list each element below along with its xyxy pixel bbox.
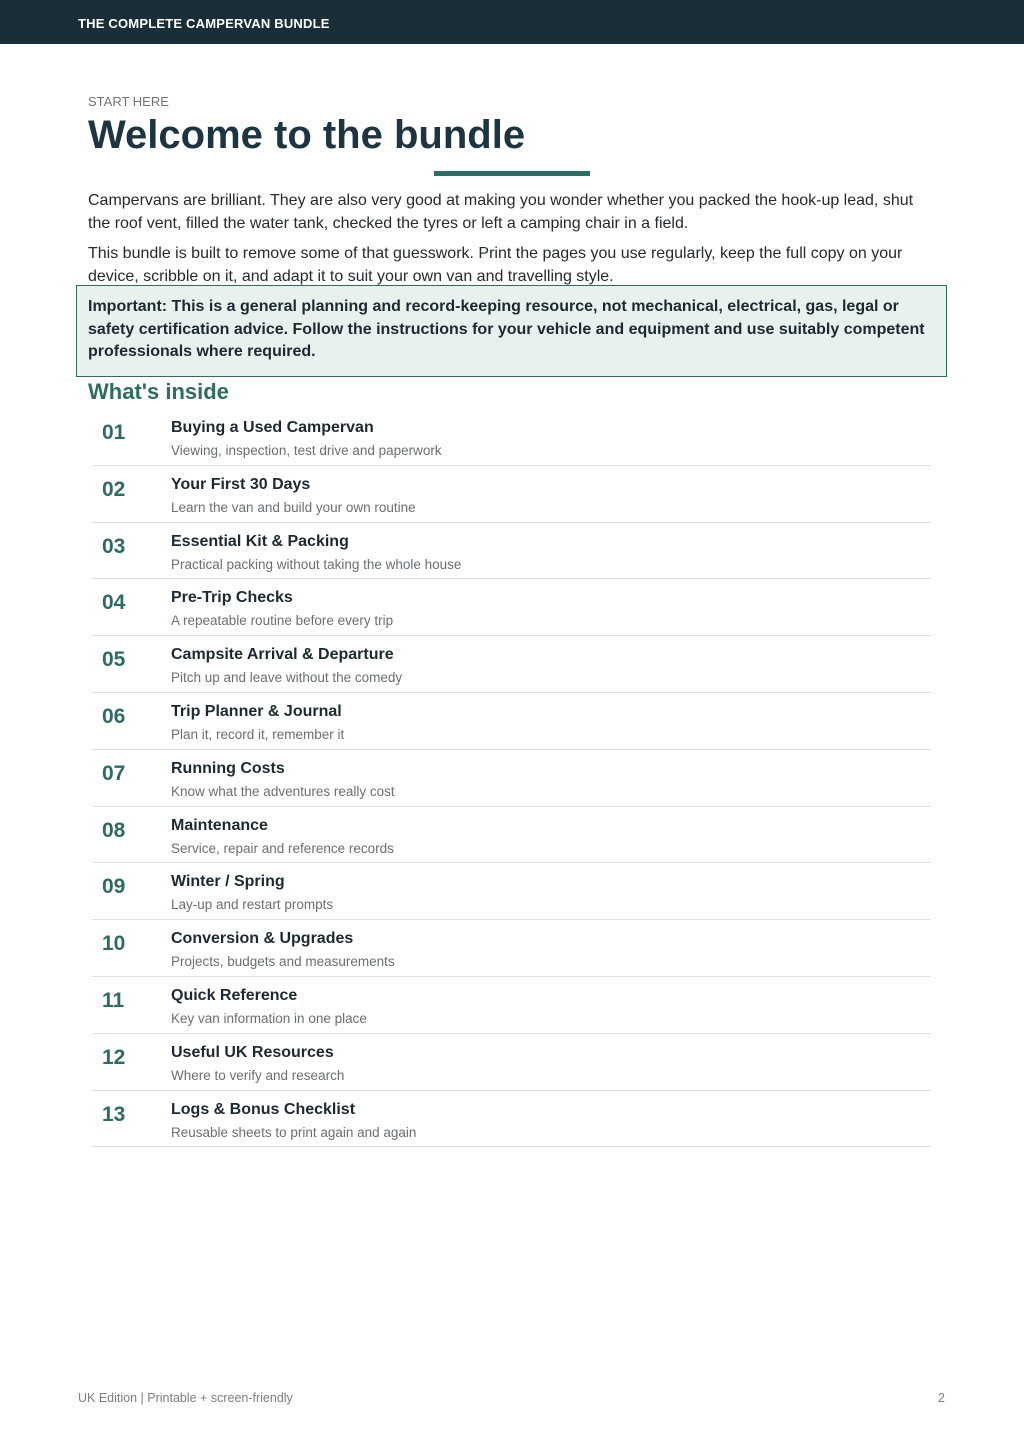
contents-item-description: Pitch up and leave without the comedy	[171, 670, 403, 686]
contents-item	[92, 750, 931, 807]
page-title: Welcome to the bundle	[88, 113, 526, 157]
contents-item-description: Where to verify and research	[171, 1067, 345, 1083]
contents-item-title: Essential Kit & Packing	[171, 532, 349, 550]
contents-item-description: Viewing, inspection, test drive and paperwork	[171, 443, 442, 458]
contents-heading: What's inside	[88, 379, 229, 404]
intro-paragraph: Campervans are brilliant. They are also very good at making you wonder whether you packed the hook-up lead, shut the roof vent, filled the water tank, checked the tyres or left a camping chair in a field.	[88, 192, 914, 232]
contents-item	[92, 863, 931, 920]
contents-item-description: Key van information in one place	[171, 1010, 367, 1026]
contents-item-title: Running Costs	[171, 759, 285, 777]
contents-item	[92, 693, 931, 750]
contents-item-description: Reusable sheets to print again and again	[171, 1124, 417, 1140]
contents-item	[92, 466, 931, 523]
section-eyebrow: START HERE	[88, 94, 169, 109]
contents-item-number: 04	[102, 591, 126, 615]
contents-item	[92, 523, 931, 580]
contents-item-title: Buying a Used Campervan	[171, 419, 374, 436]
page-number: 2	[938, 1391, 945, 1405]
contents-item-number: 13	[102, 1102, 126, 1126]
contents-item	[92, 1034, 931, 1091]
contents-item-number: 02	[102, 477, 126, 501]
title-underline	[434, 171, 590, 176]
contents-item-description: A repeatable routine before every trip	[171, 613, 394, 629]
contents-item-number: 11	[102, 988, 125, 1012]
contents-item-title: Maintenance	[171, 816, 268, 834]
important-notice: Important: This is a general planning and record-keeping resource, not mechanical, electrical, gas, legal or safety certification advice. Follow the instructions for your vehicle and equipment and use suitably competent professionals where required.	[76, 285, 947, 377]
contents-item-description: Learn the van and build your own routine	[171, 499, 416, 515]
contents-list	[92, 409, 931, 1147]
contents-item-number: 06	[102, 704, 126, 728]
contents-item-description: Practical packing without taking the whole house	[171, 556, 462, 572]
contents-item-title: Conversion & Upgrades	[171, 930, 354, 948]
contents-item	[92, 807, 931, 864]
contents-item-description: Projects, budgets and measurements	[171, 954, 395, 970]
contents-item-title: Logs & Bonus Checklist	[171, 1100, 356, 1118]
contents-item-description: Plan it, record it, remember it	[171, 726, 345, 742]
contents-item-description: Know what the adventures really cost	[171, 783, 395, 799]
contents-item-title: Trip Planner & Journal	[171, 702, 342, 720]
contents-item-title: Campsite Arrival & Departure	[171, 646, 394, 664]
contents-item-number: 03	[102, 534, 126, 558]
intro-paragraph: This bundle is built to remove some of that guesswork. Print the pages you use regularly, keep the full copy on your device, scribble on it, and adapt it to suit your own van and travelling style.	[88, 245, 903, 285]
contents-item	[92, 409, 931, 466]
contents-item	[92, 636, 931, 693]
contents-item-description: Service, repair and reference records	[171, 840, 394, 856]
contents-item-title: Your First 30 Days	[171, 475, 311, 493]
contents-item-number: 08	[102, 818, 126, 842]
contents-item-number: 05	[102, 648, 126, 672]
header-bar	[0, 0, 1024, 44]
contents-item-title: Useful UK Resources	[171, 1043, 334, 1061]
contents-item	[92, 977, 931, 1034]
contents-item-title: Quick Reference	[171, 986, 298, 1004]
contents-item-description: Lay-up and restart prompts	[171, 897, 334, 913]
contents-item-number: 09	[102, 875, 126, 899]
contents-item-title: Pre-Trip Checks	[171, 589, 293, 607]
footer-edition: UK Edition | Printable + screen-friendly	[78, 1391, 293, 1405]
contents-item-number: 07	[102, 761, 126, 785]
bundle-title: THE COMPLETE CAMPERVAN BUNDLE	[78, 16, 330, 31]
contents-item	[92, 1091, 931, 1148]
contents-item-number: 10	[102, 932, 126, 956]
contents-item-number: 12	[102, 1045, 126, 1069]
contents-item-title: Winter / Spring	[171, 873, 285, 891]
contents-item	[92, 579, 931, 636]
contents-item-number: 01	[102, 421, 126, 444]
contents-item	[92, 920, 931, 977]
